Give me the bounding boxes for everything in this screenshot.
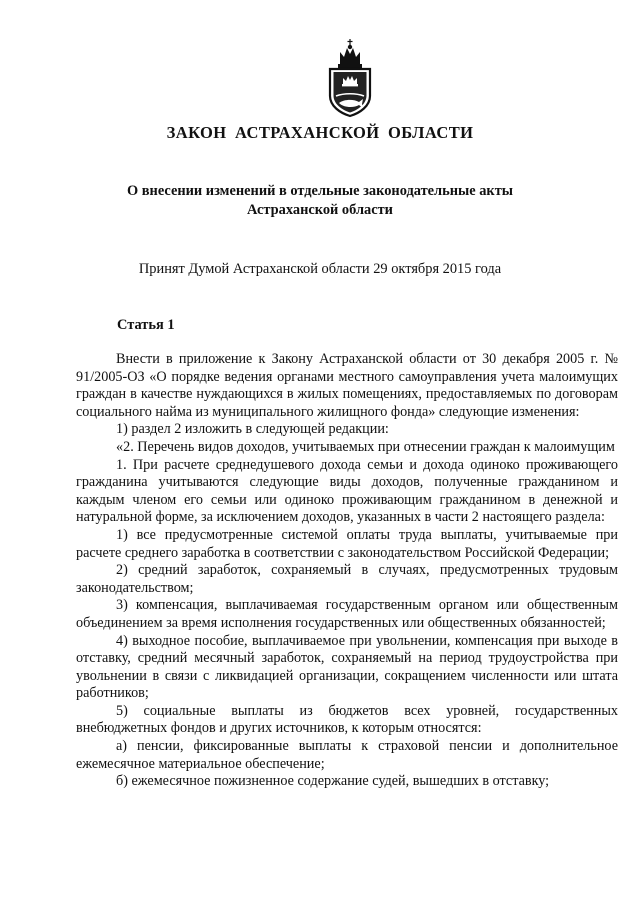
paragraph: б) ежемесячное пожизненное содержание судей, вышедших в отставку; — [116, 773, 550, 790]
paragraph: 3) компенсация, выплачиваемая государственным органом или общественным объединением за время исполнения государственных или общественных обязанностей; — [76, 597, 618, 631]
paragraph: 1) раздел 2 изложить в следующей редакции: — [116, 421, 389, 438]
document-title: ЗАКОН АСТРАХАНСКОЙ ОБЛАСТИ — [166, 123, 474, 142]
paragraph: 5) социальные выплаты из бюджетов всех уровней, государственных внебюджетных фондов и других источников, к которым относятся: — [76, 702, 618, 737]
paragraph: 2) средний заработок, сохраняемый в случаях, предусмотренных трудовым законодательством; — [76, 562, 618, 596]
paragraph: Внести в приложение к Закону Астраханской области от 30 декабря 2005 г. № 91/2005-ОЗ «О порядке ведения органами местного самоуправления учета малоимущих граждан в качестве нуждающихся в жилых помещениях, предоставляемых по договорам социального найма из муниципального жилищного фонда» следующие изменения: — [76, 351, 618, 420]
astrakhan-coat-of-arms-icon — [324, 38, 376, 118]
adoption-note: Принят Думой Астраханской области 29 октября 2015 года — [138, 261, 502, 277]
document-subtitle — [90, 182, 550, 220]
subtitle-line: Астраханской области — [247, 202, 393, 218]
paragraph: 1. При расчете среднедушевого дохода семьи и дохода одиноко проживающего гражданина учитываются следующие виды доходов, полученные гражданином и каждым членом его семьи или одиноко проживающим гражданином в денежной и натуральной форме, за исключением доходов, указанных в части 2 настоящего раздела: — [76, 456, 618, 526]
article-body — [76, 351, 618, 791]
paragraph: 1) все предусмотренные системой оплаты труда выплаты, учитываемые при расчете среднего заработка в соответствии с законодательством Российской Федерации; — [76, 526, 618, 561]
subtitle-line: О внесении изменений в отдельные законодательные акты — [126, 183, 514, 199]
paragraph: 4) выходное пособие, выплачиваемое при увольнении, компенсация при выходе в отставку, средний месячный заработок, сохраняемый на период трудоустройства при увольнении в связи с ликвидацией организации, сокращением численности или штата работников; — [76, 632, 618, 702]
paragraph: а) пенсии, фиксированные выплаты к страховой пенсии и дополнительное ежемесячное материальное обеспечение; — [76, 738, 618, 772]
article-heading: Статья 1 — [117, 317, 175, 333]
paragraph: «2. Перечень видов доходов, учитываемых при отнесении граждан к малоимущим — [116, 438, 615, 455]
